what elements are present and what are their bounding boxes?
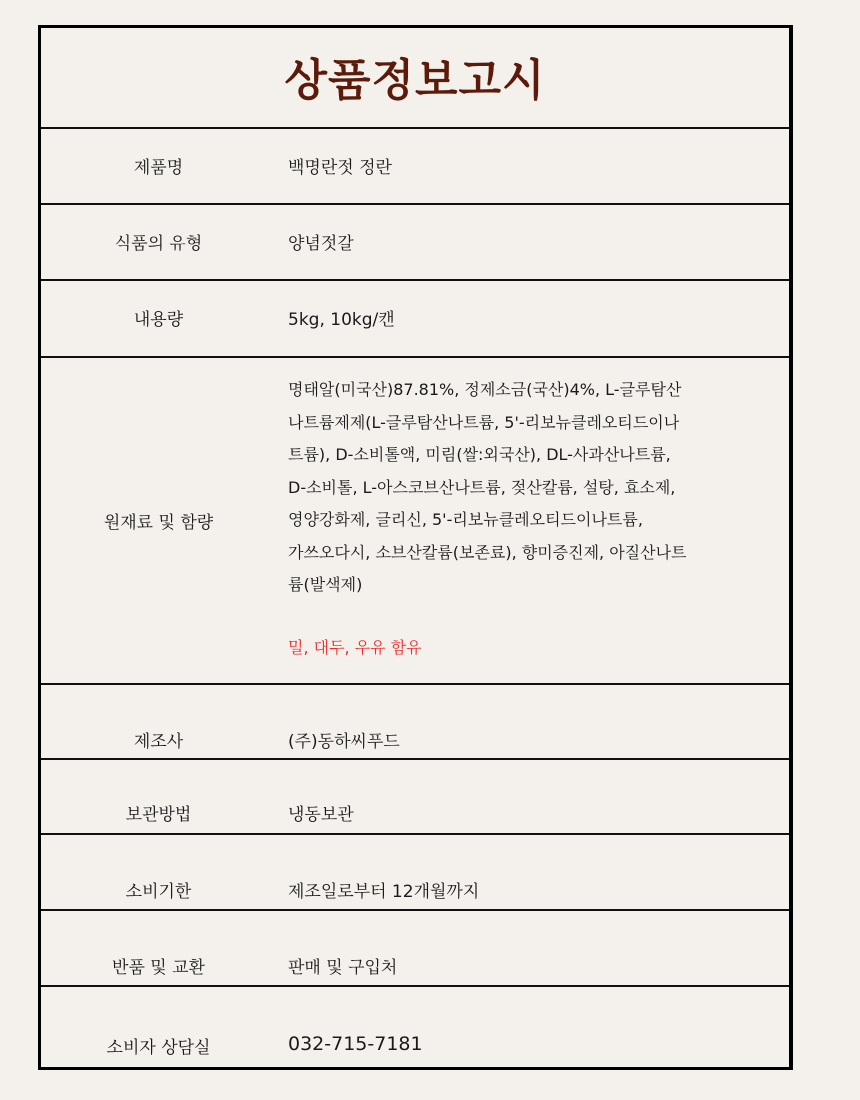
title-section bbox=[41, 28, 789, 127]
row-product-name bbox=[41, 127, 789, 204]
row-customer-service bbox=[41, 985, 789, 1067]
row-label: 식품의 유형 bbox=[114, 234, 203, 254]
row-value: 제조일로부터 12개월까지 bbox=[288, 882, 480, 902]
ingredients-line: 나트륨제제(L-글루탐산나트륨, 5'-리보뉴클레오티드이나 bbox=[288, 412, 680, 432]
ingredients-line: 명태알(미국산)87.81%, 정제소금(국산)4%, L-글루탐산 bbox=[288, 380, 682, 399]
row-value: 냉동보관 bbox=[288, 805, 354, 825]
row-manufacturer bbox=[41, 683, 789, 759]
ingredients-value bbox=[288, 374, 781, 664]
row-label: 제조사 bbox=[133, 732, 184, 752]
row-expiry bbox=[41, 833, 789, 910]
row-ingredients bbox=[41, 356, 789, 684]
product-info-table bbox=[38, 25, 793, 1070]
allergy-warning: 밀, 대두, 우유 함유 bbox=[288, 637, 422, 657]
row-value: 032-715-7181 bbox=[288, 1033, 423, 1055]
row-label: 소비기한 bbox=[125, 882, 192, 902]
ingredients-line: 륨(발색제) bbox=[288, 575, 363, 594]
ingredients-line: 가쓰오다시, 소브산칼륨(보존료), 향미증진제, 아질산나트 bbox=[288, 542, 687, 562]
row-content-amount bbox=[41, 279, 789, 357]
row-value: 양념젓갈 bbox=[288, 234, 354, 254]
ingredients-line: 트륨), D-소비톨액, 미림(쌀:외국산), DL-사과산나트륨, bbox=[288, 445, 671, 464]
row-food-type bbox=[41, 203, 789, 280]
row-label: 내용량 bbox=[133, 310, 184, 330]
row-label: 보관방법 bbox=[125, 805, 192, 825]
row-value: 판매 및 구입처 bbox=[288, 958, 398, 978]
row-label: 소비자 상담실 bbox=[106, 1038, 211, 1058]
row-value: (주)동하씨푸드 bbox=[288, 732, 400, 752]
ingredients-line: 영양강화제, 글리신, 5'-리보뉴클레오티드이나트륨, bbox=[288, 510, 643, 529]
row-label: 원재료 및 함량 bbox=[103, 513, 214, 533]
ingredients-line: D-소비톨, L-아스코브산나트륨, 젖산칼륨, 설탕, 효소제, bbox=[288, 477, 676, 497]
row-label: 제품명 bbox=[133, 158, 184, 178]
row-value: 백명란젓 정란 bbox=[288, 158, 392, 178]
row-value: 5kg, 10kg/캔 bbox=[288, 310, 395, 330]
row-return-exchange bbox=[41, 909, 789, 986]
row-storage bbox=[41, 758, 789, 834]
row-label: 반품 및 교환 bbox=[112, 958, 205, 978]
page-title: 상품정보고시 bbox=[284, 55, 546, 106]
